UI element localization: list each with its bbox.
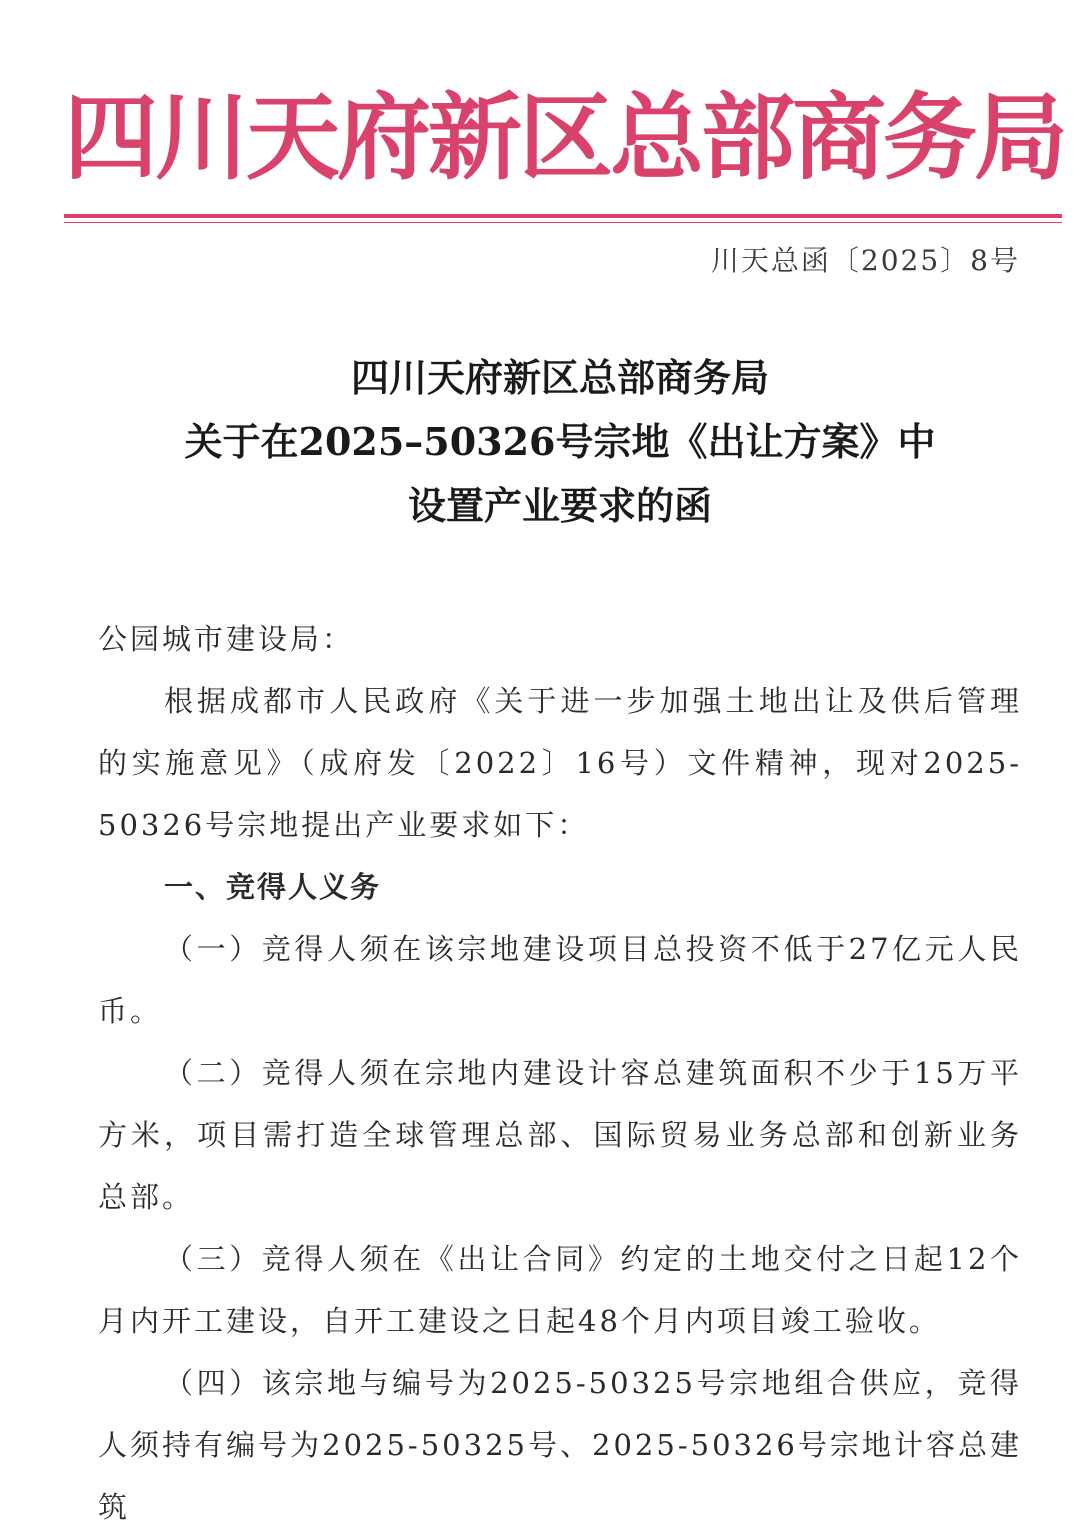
letterhead-red-rule-thin (64, 222, 1062, 223)
obligation-item-3: （三）竞得人须在《出让合同》约定的土地交付之日起12个月内开工建设，自开工建设之日起48个月内项目竣工验收。 (98, 1242, 1022, 1338)
letterhead-agency-name: 四川天府新区总部商务局 (64, 84, 1066, 193)
obligation-item-1: （一）竞得人须在该宗地建设项目总投资不低于27亿元人民币。 (98, 932, 1022, 1028)
document-title (60, 346, 1060, 538)
document-number: 川天总函〔2025〕8号 (710, 244, 1020, 277)
title-line-3: 设置产业要求的函 (407, 483, 712, 528)
document-body (98, 608, 1022, 1538)
letterhead-red-rule (64, 214, 1062, 218)
title-line-1: 四川天府新区总部商务局 (350, 355, 769, 400)
recipient-line: 公园城市建设局： (98, 622, 355, 656)
obligation-item-4: （四）该宗地与编号为2025-50325号宗地组合供应，竞得人须持有编号为2025-50325号、2025-50326号宗地计容总建筑 (98, 1366, 1022, 1524)
section-heading-obligations: 一、竞得人义务 (164, 870, 382, 904)
obligation-item-2: （二）竞得人须在宗地内建设计容总建筑面积不少于15万平方米，项目需打造全球管理总部、国际贸易业务总部和创新业务总部。 (98, 1056, 1022, 1214)
title-line-2: 关于在2025–50326号宗地《出让方案》中 (184, 419, 936, 464)
intro-paragraph: 根据成都市人民政府《关于进一步加强土地出让及供后管理的实施意见》（成府发〔2022〕16号）文件精神，现对2025-50326号宗地提出产业要求如下： (98, 684, 1022, 842)
